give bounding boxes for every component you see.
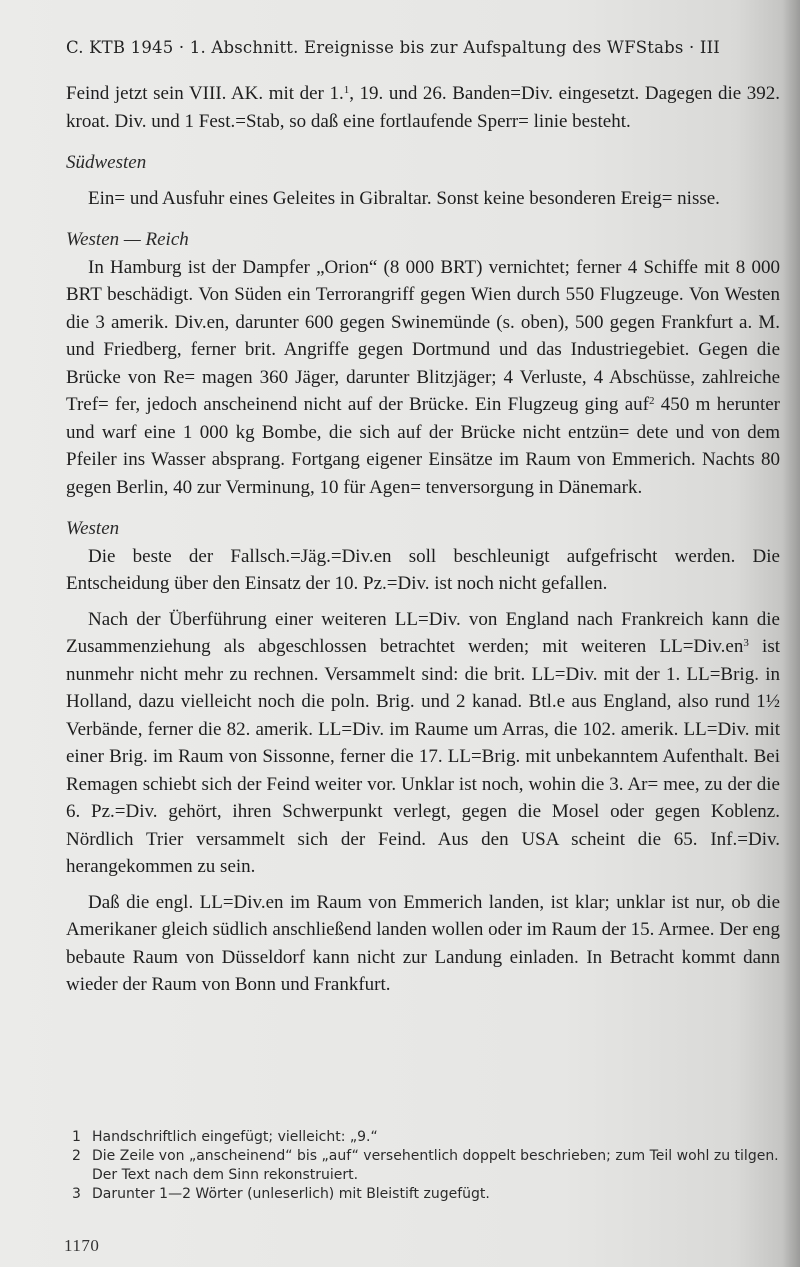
footnote-3: 3 Darunter 1—2 Wörter (unleserlich) mit Bleistift zugefügt. [72,1186,490,1202]
page-edge-shadow [782,0,800,1267]
paragraph-2: Ein= und Ausfuhr eines Geleites in Gibraltar. Sonst keine besonderen Ereig= nisse. [88,187,720,209]
section-heading-westen: Westen [66,518,120,539]
page-number: 1170 [64,1236,100,1255]
footnote-ref-1: 1 [343,84,350,96]
paragraph-4: Die beste der Fallsch.=Jäg.=Div.en soll beschleunigt aufgefrischt werden. Die Entscheidung über den Einsatz der 10. Pz.=Div. ist noch nicht gefallen. [66,545,780,594]
footnotes [72,1128,780,1204]
section-heading-suedwesten: Südwesten [66,152,147,173]
paragraph-6: Daß die engl. LL=Div.en im Raum von Emmerich landen, ist klar; unklar ist nur, ob die Amerikaner gleich südlich anschließend landen wollen oder im Raum der 15. Armee. Der eng bebaute Raum von Düsseldorf kann nicht zur Landung einladen. In Betracht kommt dann wieder der Raum von Bonn und Frankfurt. [66,891,780,995]
page-body [66,80,780,999]
footnote-ref-2: 2 [649,395,655,407]
footnote-1: 1 Handschriftlich eingefügt; vielleicht: „9.“ [72,1129,378,1145]
footnote-ref-3: 3 [743,637,749,649]
paragraph-1: Feind jetzt sein VIII. AK. mit der 1.$^1$, 19. und 26. Banden=Div. eingesetzt. Dagegen die 392. kroat. Div. und 1 Fest.=Stab, so daß eine fortlaufende Sperr= linie besteht. [66,83,781,132]
section-heading-westen-reich: Westen — Reich [66,229,189,250]
paragraph-3: In Hamburg ist der Dampfer „Orion“ (8 000 BRT) vernichtet; ferner 4 Schiffe mit 8 000 BRT beschädigt. Von Süden ein Terrorangriff gegen Wien durch 550 Flugzeuge. Von Westen die 3 amerik. Div.en, darunter 600 gegen Swinemünde (s. oben), 500 gegen Frankfurt a. M. und Friedberg, ferner brit. Angriffe gegen Dortmund und das Industriegebiet. Gegen die Brücke von Re= magen 360 Jäger, darunter Blitzjäger; 4 Verluste, 4 Abschüsse, zahlreiche Tref= fer, jedoch anscheinend nicht auf der Brücke. Ein Flugzeug ging auf$^2$ 450 m herunter und warf eine 1 000 kg Bombe, die sich auf der Brücke nicht entzün= dete und von dem Pfeiler ins Wasser absprang. Fortgang eigener Einsätze im Raum von Emmerich. Nachts 80 gegen Berlin, 40 zur Verminung, 10 für Agen= tenversorgung in Dänemark. [66,256,780,498]
footnote-2: 2 Die Zeile von „anscheinend“ bis „auf“ versehentlich doppelt beschrieben; zum Teil wohl zu tilgen. Der Text nach dem Sinn rekonstruiert. [72,1148,779,1183]
paragraph-5: Nach der Überführung einer weiteren LL=Div. von England nach Frankreich kann die Zusammenziehung als abgeschlossen betrachtet werden; mit weiteren $LL=Div.en^3$ ist nunmehr nicht mehr zu rechnen. Versammelt sind: die brit. LL=Div. mit der 1. LL=Brig. in Holland, dazu vielleicht noch die poln. Brig. und 2 kanad. Btl.e aus England, also rund 1½ Verbände, ferner die 82. amerik. LL=Div. im Raume um Arras, die 102. amerik. LL=Div. mit einer Brig. im Raum von Sissonne, ferner die 17. LL=Brig. mit unbekanntem Aufenthalt. Bei Remagen schiebt sich der Feind weiter vor. Unklar ist noch, wohin die 3. Ar= mee, zu der die 6. Pz.=Div. gehört, ihren Schwerpunkt verlegt, gegen die Mosel oder gegen Koblenz. Nördlich Trier versammelt sich der Feind. Aus den USA scheint die 65. Inf.=Div. herangekommen zu sein. [66,608,781,877]
running-header: C. KTB 1945 · 1. Abschnitt. Ereignisse bis zur Aufspaltung des WFStabs · III [66,38,721,57]
